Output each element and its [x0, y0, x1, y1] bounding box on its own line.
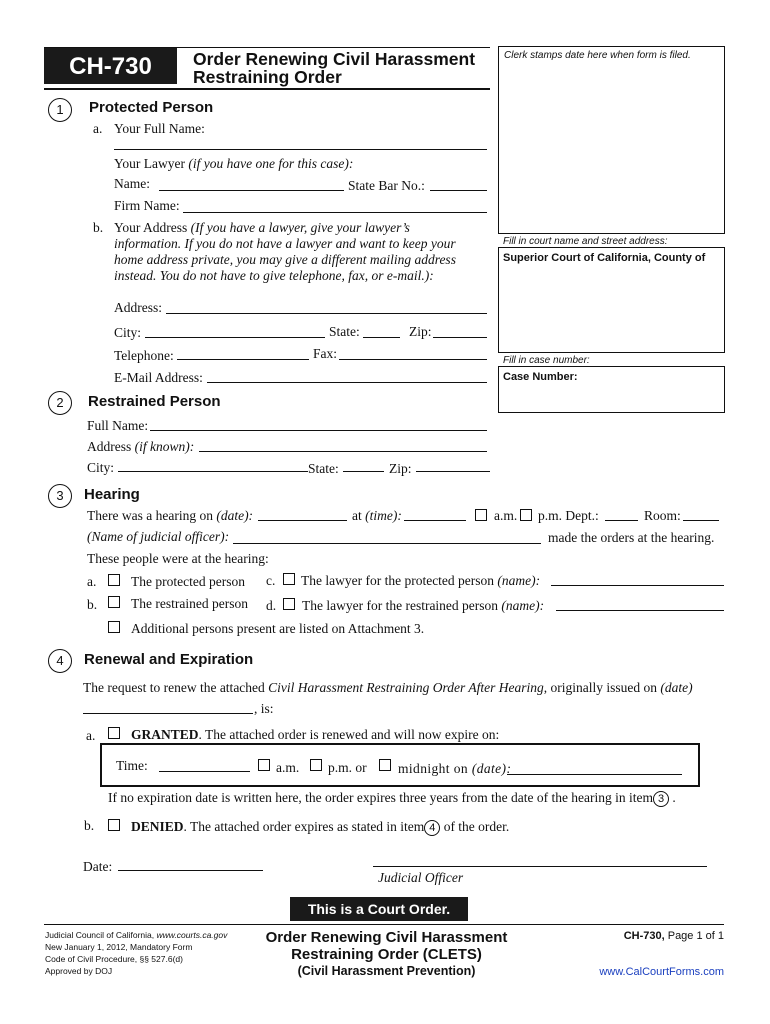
midnight-label: [398, 761, 511, 777]
address-line[interactable]: [166, 313, 487, 314]
expiration-pm-label: p.m. or: [328, 760, 367, 775]
zip-label: Zip:: [409, 324, 432, 339]
hearing-date-text: There was a hearing on: [87, 508, 217, 523]
present-letter-b: b.: [87, 597, 98, 612]
case-number-label: Case Number:: [503, 371, 578, 383]
court-order-text: This is a Court Order.: [307, 901, 451, 917]
additional-persons-checkbox[interactable]: [108, 621, 120, 633]
your-lawyer-text: Your Lawyer: [114, 156, 189, 171]
midnight-date-note: (date):: [471, 761, 512, 776]
telephone-label: Telephone:: [114, 348, 174, 363]
renewal-request-prefix: The request to renew the attached: [83, 680, 269, 695]
section2-heading: Restrained Person: [88, 393, 221, 410]
city-line[interactable]: [145, 337, 325, 338]
case-fill-label: Fill in case number:: [503, 355, 590, 366]
midnight-date-line[interactable]: [507, 774, 682, 775]
lawyer-protected-checkbox[interactable]: [283, 573, 295, 585]
lawyer-restrained-line[interactable]: [556, 610, 724, 611]
item-4-reference: 4: [424, 820, 440, 836]
clerk-note: Clerk stamps date here when form is filed.: [504, 50, 691, 61]
footer-line3: Code of Civil Procedure, §§ 527.6(d): [45, 954, 183, 964]
renewal-request-suffix: , originally issued on: [543, 680, 661, 695]
hearing-time-label: [352, 508, 402, 524]
address-label: Address:: [114, 300, 162, 315]
restrained-zip-label: Zip:: [389, 461, 412, 476]
form-title-line2: Restraining Order: [193, 67, 342, 87]
footer-title-line1: Order Renewing Civil Harassment: [265, 929, 508, 946]
lawyer-name-label: Name:: [114, 176, 150, 191]
your-address-text: Your Address: [114, 220, 191, 235]
no-date-period: .: [672, 790, 676, 805]
lawyer-protected-label: [301, 573, 540, 589]
lawyer-name-line[interactable]: [159, 190, 344, 191]
case-number-box[interactable]: [498, 366, 725, 413]
restrained-person-label: The restrained person: [131, 596, 248, 611]
address-note-2: information. If you do not have a lawyer and want to keep your: [114, 236, 456, 251]
signature-date-line[interactable]: [118, 870, 263, 871]
firm-name-line[interactable]: [183, 212, 487, 213]
expiration-am-checkbox[interactable]: [258, 759, 270, 771]
denied-suffix: of the order.: [443, 819, 510, 834]
footer-line4: Approved by DOJ: [45, 966, 113, 976]
header-bottom-rule: [44, 88, 490, 90]
court-order-banner: [290, 897, 468, 921]
dept-line[interactable]: [605, 520, 638, 521]
expiration-time-label: Time:: [116, 758, 148, 773]
hearing-am-label: a.m.: [494, 508, 518, 523]
renewal-letter-a: a.: [86, 728, 96, 743]
full-name-line[interactable]: [114, 149, 487, 150]
room-line[interactable]: [683, 520, 719, 521]
denied-text: . The attached order expires as stated in item: [183, 819, 425, 834]
lawyer-protected-line[interactable]: [551, 585, 724, 586]
protected-person-checkbox[interactable]: [108, 574, 120, 586]
restrained-address-line[interactable]: [199, 451, 487, 452]
footer-page-number: Page 1 of 1: [664, 930, 724, 942]
footer-title-line3: (Civil Harassment Prevention): [297, 964, 476, 978]
item-letter-b: b.: [93, 220, 104, 235]
email-label: E-Mail Address:: [114, 370, 203, 385]
section-number-1: 1: [48, 98, 72, 122]
renewal-date-note: (date): [660, 680, 693, 695]
is-text: , is:: [254, 701, 274, 716]
clerk-stamp-box[interactable]: [498, 46, 725, 234]
address-note-4: instead. You do not have to give telephone, fax, or e-mail.):: [114, 268, 434, 283]
judicial-officer-label: (Name of judicial officer):: [87, 529, 230, 544]
hearing-time-note: (time):: [365, 508, 402, 523]
denied-label: [131, 819, 509, 836]
renewal-letter-b: b.: [84, 818, 95, 833]
footer-website[interactable]: www.CalCourtForms.com: [599, 966, 724, 978]
restrained-city-line[interactable]: [118, 471, 308, 472]
original-issue-date-line[interactable]: [83, 713, 253, 714]
zip-line[interactable]: [433, 337, 487, 338]
court-fill-label: Fill in court name and street address:: [503, 236, 668, 247]
your-address-instructions: [114, 220, 456, 284]
lawyer-restrained-name-note: (name):: [501, 598, 545, 613]
granted-label: [131, 727, 499, 743]
section1-heading: Protected Person: [89, 99, 214, 116]
footer-title-line2: Restraining Order (CLETS): [291, 946, 482, 963]
restrained-state-line[interactable]: [343, 471, 384, 472]
footer-council: Judicial Council of California,: [45, 930, 157, 940]
footer-left: [45, 929, 227, 977]
hearing-date-note: (date):: [216, 508, 254, 523]
denied-word: DENIED: [131, 819, 184, 834]
footer-line2: New January 1, 2012, Mandatory Form: [45, 942, 193, 952]
lawyer-restrained-label: [302, 598, 544, 614]
present-letter-a: a.: [87, 574, 97, 589]
state-bar-line[interactable]: [430, 190, 487, 191]
court-name-box[interactable]: [498, 247, 725, 353]
restrained-city-label: City:: [87, 460, 115, 475]
judicial-officer-signature-line[interactable]: [373, 866, 707, 867]
footer-council-line: [45, 929, 227, 941]
fax-line[interactable]: [339, 359, 487, 360]
restrained-person-checkbox[interactable]: [108, 596, 120, 608]
denied-checkbox[interactable]: [108, 819, 120, 831]
present-letter-d: d.: [266, 598, 277, 613]
footer-rule: [44, 924, 724, 925]
section4-heading: Renewal and Expiration: [84, 651, 254, 668]
form-id: CH-730: [69, 53, 152, 80]
expiration-time-line[interactable]: [159, 771, 250, 772]
section-number-2: 2: [48, 391, 72, 415]
address-note-3: home address private, you may give a different mailing address: [114, 252, 456, 267]
form-id-badge: [44, 48, 177, 84]
fax-label: Fax:: [313, 346, 338, 361]
additional-persons-label: Additional persons present are listed on Attachment 3.: [131, 621, 425, 636]
your-lawyer-note: (if you have one for this case):: [188, 156, 354, 171]
hearing-am-checkbox[interactable]: [475, 509, 487, 521]
hearing-time-line[interactable]: [404, 520, 466, 521]
renewal-order-title: Civil Harassment Restraining Order After Hearing: [268, 680, 544, 695]
firm-name-label: Firm Name:: [114, 198, 180, 213]
restrained-address-text: Address: [87, 439, 135, 454]
state-label: State:: [329, 324, 360, 339]
item-3-reference: 3: [653, 791, 669, 807]
room-label: Room:: [644, 508, 681, 523]
lawyer-protected-text: The lawyer for the protected person: [301, 573, 498, 588]
restrained-zip-line[interactable]: [416, 471, 490, 472]
section-number-3: 3: [48, 484, 72, 508]
present-letter-c: c.: [266, 573, 276, 588]
your-full-name-label: Your Full Name:: [114, 121, 205, 136]
restrained-state-label: State:: [308, 461, 339, 476]
restrained-address-label: [87, 439, 194, 455]
expiration-am-label: a.m.: [276, 760, 300, 775]
footer-page: [614, 930, 724, 942]
hearing-pm-checkbox[interactable]: [520, 509, 532, 521]
header-top-rule: [44, 47, 490, 48]
section3-heading: Hearing: [84, 486, 140, 503]
renewal-request-text: [83, 680, 693, 696]
form-title-line1: Order Renewing Civil Harassment: [193, 49, 476, 69]
address-note-1: (If you have a lawyer, give your lawyer’s: [190, 220, 410, 235]
no-date-sentence: If no expiration date is written here, the order expires three years from the date of the hearing in item: [108, 790, 654, 805]
restrained-full-name-line[interactable]: [150, 430, 487, 431]
state-line[interactable]: [363, 337, 400, 338]
lawyer-restrained-checkbox[interactable]: [283, 598, 295, 610]
granted-word: GRANTED: [131, 727, 199, 742]
expiration-pm-checkbox[interactable]: [310, 759, 322, 771]
people-present-text: These people were at the hearing:: [87, 551, 269, 566]
hearing-time-text: at: [352, 508, 366, 523]
restrained-full-name-label: Full Name:: [87, 418, 149, 433]
email-line[interactable]: [207, 382, 487, 383]
city-label: City:: [114, 325, 142, 340]
your-lawyer-label: [114, 156, 353, 172]
lawyer-protected-name-note: (name):: [497, 573, 541, 588]
item-letter-a: a.: [93, 121, 103, 136]
telephone-line[interactable]: [177, 359, 309, 360]
made-orders-text: made the orders at the hearing.: [548, 530, 715, 545]
state-bar-label: State Bar No.:: [348, 178, 425, 193]
restrained-address-note: (if known):: [134, 439, 195, 454]
form-title: [193, 50, 475, 86]
signature-date-label: Date:: [83, 859, 113, 874]
hearing-date-line[interactable]: [258, 520, 347, 521]
granted-checkbox[interactable]: [108, 727, 120, 739]
judicial-officer-line[interactable]: [233, 543, 541, 544]
hearing-pm-dept-label: p.m. Dept.:: [538, 508, 599, 523]
midnight-checkbox[interactable]: [379, 759, 391, 771]
footer-form-id: CH-730,: [623, 930, 665, 942]
footer-council-url[interactable]: www.courts.ca.gov: [156, 930, 228, 940]
judicial-officer-signature-label: Judicial Officer: [378, 870, 464, 885]
midnight-text: midnight on: [398, 761, 472, 776]
protected-person-label: The protected person: [131, 574, 245, 589]
court-name-label: Superior Court of California, County of: [503, 252, 706, 264]
granted-text: . The attached order is renewed and will now expire on:: [198, 727, 500, 742]
footer-title: [244, 929, 529, 980]
hearing-date-label: [87, 508, 253, 524]
section-number-4: 4: [48, 649, 72, 673]
no-date-text: [108, 790, 676, 807]
lawyer-restrained-text: The lawyer for the restrained person: [302, 598, 502, 613]
